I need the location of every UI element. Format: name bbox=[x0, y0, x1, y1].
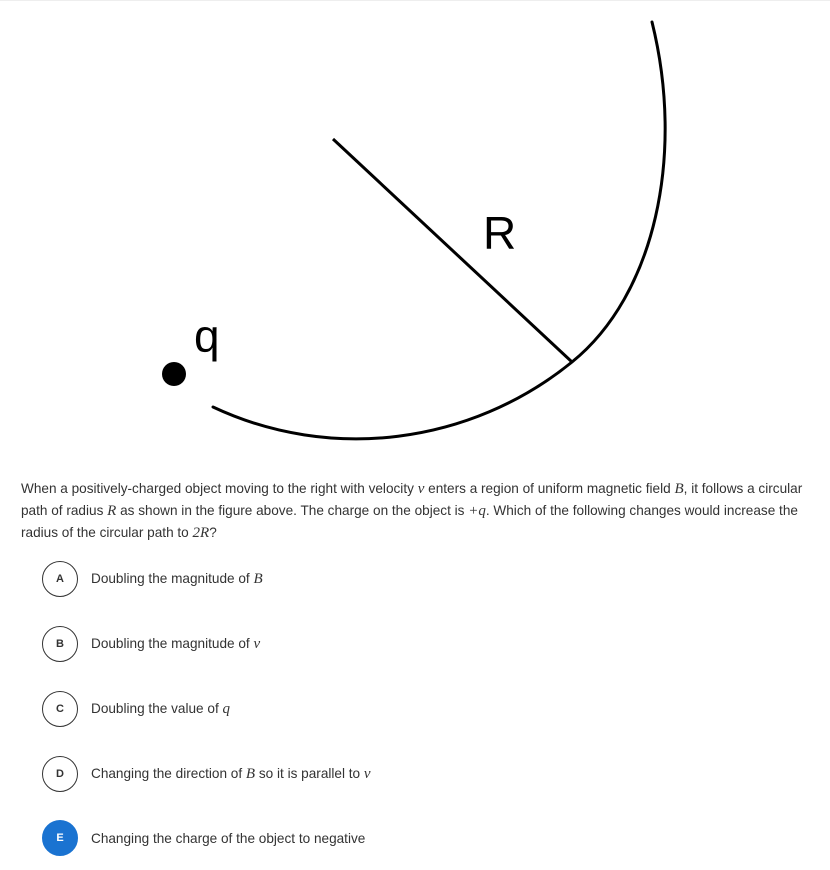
choice-e-badge[interactable]: E bbox=[42, 820, 78, 856]
charge-label: q bbox=[194, 310, 220, 362]
choice-c[interactable] bbox=[42, 690, 230, 728]
radius-line bbox=[333, 139, 572, 362]
circular-path-arc bbox=[213, 22, 665, 439]
radius-label: R bbox=[483, 207, 517, 259]
choice-d-text: Changing the direction of B so it is parallel to v bbox=[91, 765, 371, 782]
charge-dot bbox=[162, 362, 186, 386]
choice-b-badge[interactable]: B bbox=[42, 626, 78, 662]
choice-e[interactable] bbox=[42, 819, 365, 857]
choice-a[interactable] bbox=[42, 560, 263, 598]
choice-e-text: Changing the charge of the object to negative bbox=[91, 830, 366, 846]
choice-d-badge[interactable]: D bbox=[42, 756, 78, 792]
choice-b-text: Doubling the magnitude of v bbox=[91, 635, 261, 652]
choice-c-text: Doubling the value of q bbox=[91, 700, 230, 717]
choice-b[interactable] bbox=[42, 625, 260, 663]
question-text: When a positively-charged object moving to the right with velocity v enters a region of uniform magnetic field B, it follows a circular path of radius R as shown in the figure above. The charge on the object is +q. Which of the following changes would increase the radius of the circular path to 2R? bbox=[21, 481, 803, 541]
choice-c-badge[interactable]: C bbox=[42, 691, 78, 727]
choice-d[interactable] bbox=[42, 755, 371, 793]
choice-a-text: Doubling the magnitude of B bbox=[91, 570, 263, 587]
choice-a-badge[interactable]: A bbox=[42, 561, 78, 597]
